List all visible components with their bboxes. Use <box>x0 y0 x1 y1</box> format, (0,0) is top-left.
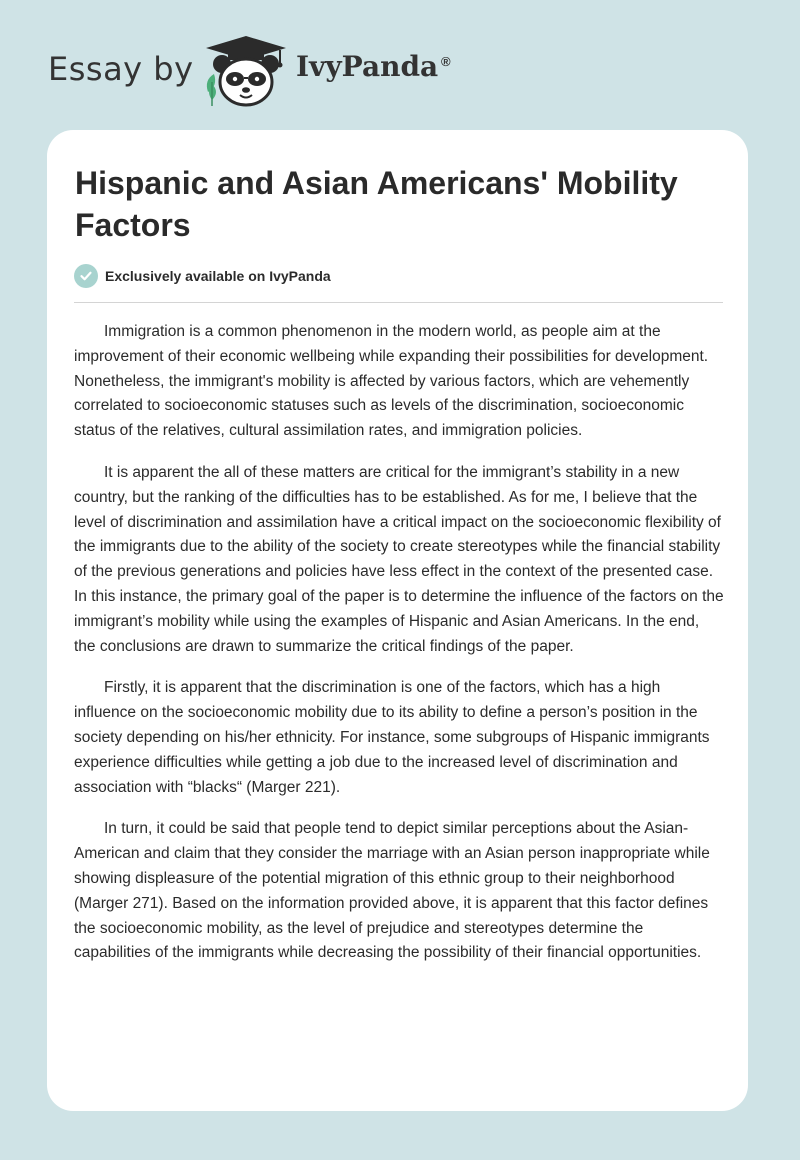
paragraph: Firstly, it is apparent that the discrimination is one of the factors, which has a high influence on the socioeconomic mobility due to its ability to define a person’s position in the society depending on his/her ethnicity. For instance, some subgroups of Hispanic immigrants experience difficulties while getting a job due to the increased level of discrimination and association with “blacks“ (Marger 221). <box>74 679 710 796</box>
essay-card <box>47 130 748 1111</box>
site-header <box>0 0 800 130</box>
paragraph: In turn, it could be said that people tend to depict similar perceptions about the Asian-American and claim that they consider the marriage with an Asian person inappropriate while showing displeasure of the potential migration of this ethnic group to their neighborhood (Marger 271). Based on the information provided above, it is apparent that this factor defines the socioeconomic mobility, as the level of prejudice and stereotypes determine the capabilities of the immigrants while decreasing the possibility of their financial opportunities. <box>74 820 710 962</box>
divider <box>74 302 723 303</box>
registered-mark: ® <box>441 54 451 69</box>
exclusive-badge-label: Exclusively available on IvyPanda <box>105 268 331 284</box>
essay-body <box>74 320 724 983</box>
page-title: Hispanic and Asian Americans' Mobility Factors <box>75 165 678 243</box>
logo-brand-text: IvyPanda <box>296 50 439 83</box>
panda-graduate-icon <box>200 34 292 108</box>
paragraph: Immigration is a common phenomenon in the modern world, as people aim at the improvement of their economic wellbeing while expanding their possibilities for development. Nonetheless, the immigrant's mobility is affected by various factors, which are vehemently correlated to socioeconomic statuses such as levels of the discrimination, socioeconomic status of the relatives, cultural assimilation rates, and immigration policies. <box>74 323 709 440</box>
exclusive-badge <box>74 264 331 288</box>
check-circle-icon <box>74 264 98 288</box>
logo-prefix-text: Essay by <box>48 50 194 88</box>
paragraph: It is apparent the all of these matters are critical for the immigrant’s stability in a new country, but the ranking of the difficulties has to be established. As for me, I believe that the level of discrimination and assimilation have a critical impact on the socioeconomic flexibility of the immigrants due to the ability of the society to create stereotypes while the financial stability of the previous generations and policies have less effect in the context of the presented case. In this instance, the primary goal of the paper is to determine the influence of the factors on the immigrant’s mobility while using the examples of Hispanic and Asian Americans. In the end, the conclusions are drawn to summarize the critical findings of the paper. <box>74 463 724 655</box>
